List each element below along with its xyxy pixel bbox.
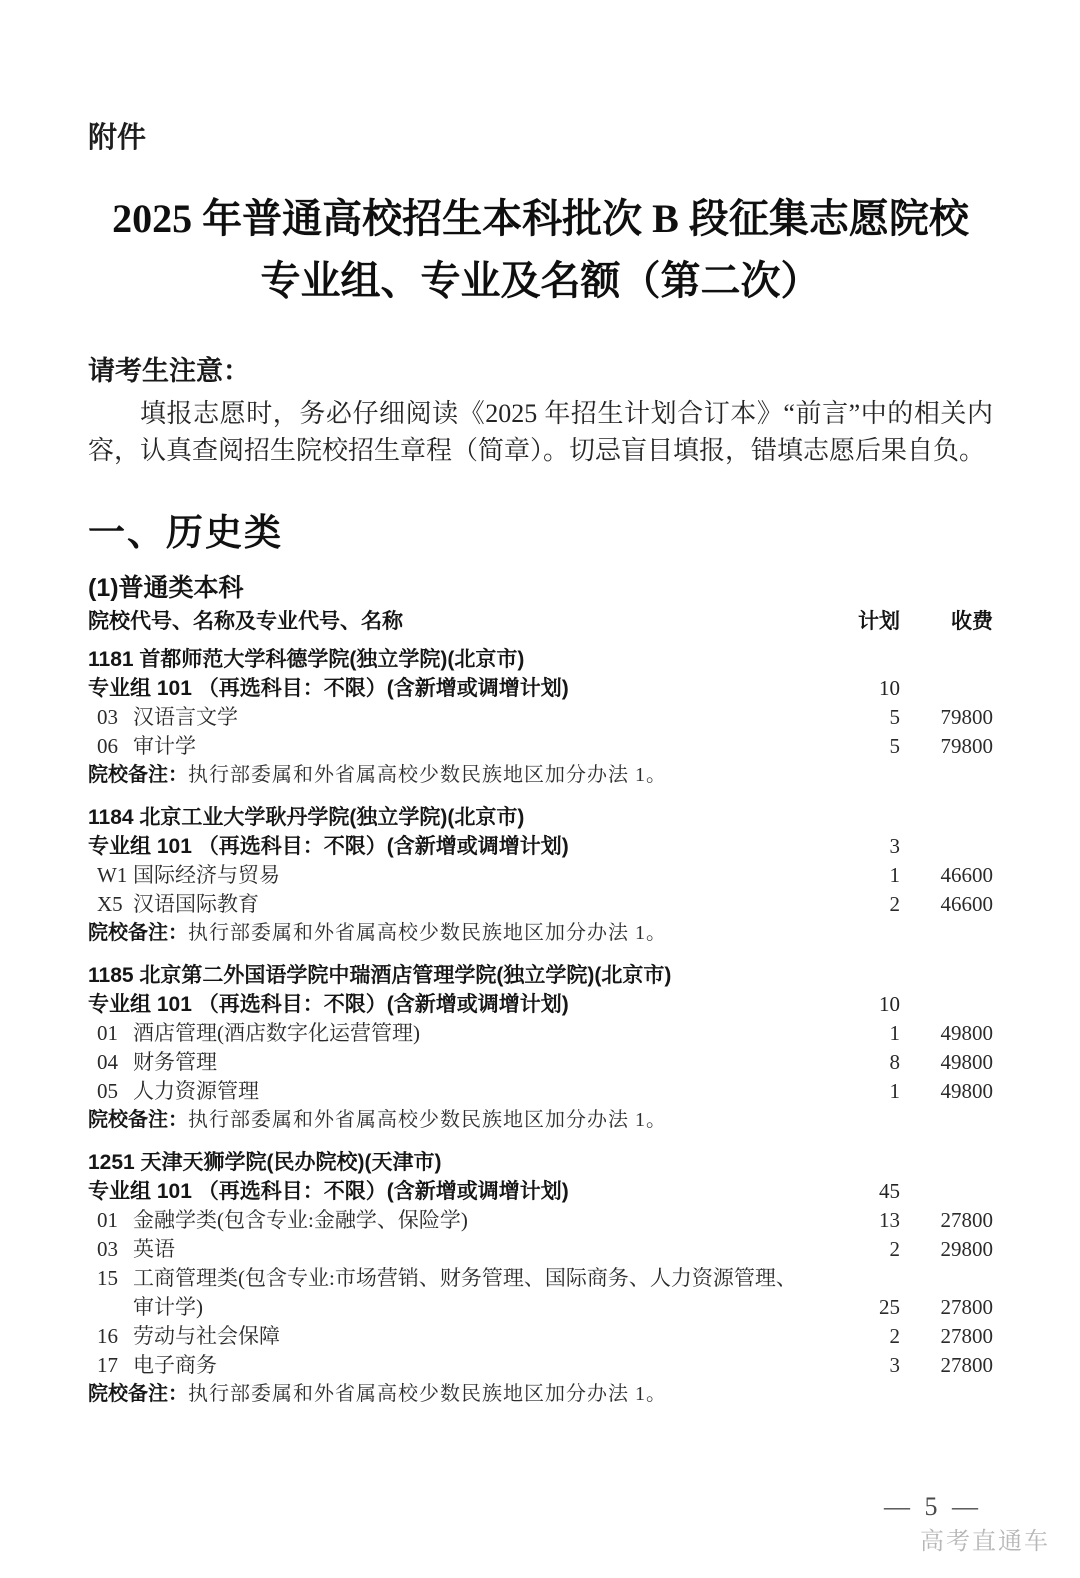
table-header-row <box>88 607 993 636</box>
major-row <box>88 861 993 890</box>
major-group-label: 专业组 101 （再选科目：不限）(含新增或调增计划) <box>88 677 569 700</box>
school-name-row <box>88 961 993 990</box>
major-plan: 1 <box>889 1021 900 1045</box>
major-row <box>88 1048 993 1077</box>
major-group-plan: 3 <box>889 834 900 858</box>
notice-heading: 请考生注意： <box>88 356 250 386</box>
major-name: 金融学类(包含专业:金融学、保险学) <box>133 1208 468 1232</box>
remark-text: 执行部委属和外省属高校少数民族地区加分办法 1。 <box>188 1383 667 1405</box>
major-fee: 46600 <box>940 892 993 916</box>
major-row <box>88 1235 993 1264</box>
major-group-row <box>88 674 993 703</box>
school-remark-row <box>88 919 993 948</box>
major-plan: 1 <box>889 1079 900 1103</box>
major-group-label: 专业组 101 （再选科目：不限）(含新增或调增计划) <box>88 1180 569 1203</box>
major-plan: 5 <box>889 705 900 729</box>
major-name: 财务管理 <box>133 1050 217 1074</box>
page-number: — 5 — <box>884 1492 982 1521</box>
school-name: 1185 北京第二外国语学院中瑞酒店管理学院(独立学院)(北京市) <box>88 964 672 987</box>
major-plan: 13 <box>879 1208 900 1232</box>
major-fee: 29800 <box>940 1237 993 1261</box>
school-name: 1181 首都师范大学科德学院(独立学院)(北京市) <box>88 648 525 671</box>
admission-listing <box>88 607 993 1409</box>
header-name-column: 院校代号、名称及专业代号、名称 <box>88 610 403 633</box>
school-block-1181 <box>88 645 993 790</box>
major-plan: 8 <box>889 1050 900 1074</box>
major-row <box>88 703 993 732</box>
major-code: 06 <box>97 734 118 758</box>
notice-body: 填报志愿时，务必仔细阅读《2025 年招生计划合订本》“前言”中的相关内容，认真查阅招生院校招生章程（简章）。切忌盲目填报，错填志愿后果自负。 <box>88 399 993 465</box>
major-fee: 49800 <box>940 1021 993 1045</box>
major-fee: 27800 <box>940 1353 993 1377</box>
major-name: 人力资源管理 <box>133 1079 259 1103</box>
major-fee: 79800 <box>940 734 993 758</box>
major-code: 15 <box>97 1266 118 1290</box>
major-name: 汉语国际教育 <box>133 892 259 916</box>
school-block-1184 <box>88 803 993 948</box>
school-remark-row <box>88 1380 993 1409</box>
subsection-title-general-undergrad: (1)普通类本科 <box>88 574 244 602</box>
major-code: 16 <box>97 1324 118 1348</box>
major-plan: 3 <box>889 1353 900 1377</box>
major-fee: 79800 <box>940 705 993 729</box>
document-title <box>88 188 993 312</box>
school-remark-row <box>88 1106 993 1135</box>
attachment-label: 附件 <box>88 122 147 154</box>
major-row <box>88 1351 993 1380</box>
remark-label: 院校备注： <box>88 1383 188 1405</box>
major-name: 工商管理类(包含专业:市场营销、财务管理、国际商务、人力资源管理、审计学) <box>133 1266 797 1319</box>
major-name: 国际经济与贸易 <box>133 863 280 887</box>
school-name-row <box>88 645 993 674</box>
major-fee: 27800 <box>940 1324 993 1348</box>
header-fee-column: 收费 <box>951 610 993 633</box>
major-row <box>88 1206 993 1235</box>
header-plan-column: 计划 <box>858 610 900 633</box>
major-code: 03 <box>97 1237 118 1261</box>
remark-label: 院校备注： <box>88 922 188 944</box>
school-name-row <box>88 1148 993 1177</box>
major-group-plan: 45 <box>879 1179 900 1203</box>
major-row <box>88 890 993 919</box>
major-code: 17 <box>97 1353 118 1377</box>
major-name: 酒店管理(酒店数字化运营管理) <box>133 1021 420 1045</box>
major-name: 汉语言文学 <box>133 705 238 729</box>
major-group-plan: 10 <box>879 992 900 1016</box>
school-block-1185 <box>88 961 993 1135</box>
remark-label: 院校备注： <box>88 1109 188 1131</box>
major-plan: 1 <box>889 863 900 887</box>
major-code: 04 <box>97 1050 118 1074</box>
major-row <box>88 1077 993 1106</box>
school-name: 1251 天津天狮学院(民办院校)(天津市) <box>88 1151 442 1174</box>
major-group-row <box>88 832 993 861</box>
school-remark-row <box>88 761 993 790</box>
major-plan: 2 <box>889 1324 900 1348</box>
school-block-1251 <box>88 1148 993 1409</box>
major-code: 01 <box>97 1021 118 1045</box>
major-group-label: 专业组 101 （再选科目：不限）(含新增或调增计划) <box>88 993 569 1016</box>
major-name: 劳动与社会保障 <box>133 1324 280 1348</box>
major-row <box>88 1264 993 1322</box>
major-fee: 27800 <box>940 1208 993 1232</box>
major-code: 01 <box>97 1208 118 1232</box>
major-row <box>88 1322 993 1351</box>
school-name-row <box>88 803 993 832</box>
major-name: 审计学 <box>133 734 196 758</box>
major-plan: 2 <box>889 1237 900 1261</box>
major-name: 电子商务 <box>133 1353 217 1377</box>
major-name: 英语 <box>133 1237 175 1261</box>
major-row <box>88 1019 993 1048</box>
major-plan: 25 <box>879 1295 900 1319</box>
major-row <box>88 732 993 761</box>
major-code: W1 <box>97 863 128 887</box>
major-plan: 5 <box>889 734 900 758</box>
major-fee: 49800 <box>940 1079 993 1103</box>
document-title-line2: 专业组、专业及名额（第二次） <box>260 258 821 303</box>
major-group-row <box>88 1177 993 1206</box>
major-fee: 49800 <box>940 1050 993 1074</box>
section-title-history: 一、历史类 <box>88 512 283 553</box>
remark-text: 执行部委属和外省属高校少数民族地区加分办法 1。 <box>188 1109 667 1131</box>
watermark-label: 高考直通车 <box>920 1528 1050 1555</box>
remark-label: 院校备注： <box>88 764 188 786</box>
document-title-line1: 2025 年普通高校招生本科批次 B 段征集志愿院校 <box>112 196 969 241</box>
major-group-plan: 10 <box>879 676 900 700</box>
major-code: X5 <box>97 892 123 916</box>
major-fee: 46600 <box>940 863 993 887</box>
major-code: 05 <box>97 1079 118 1103</box>
major-group-row <box>88 990 993 1019</box>
major-plan: 2 <box>889 892 900 916</box>
remark-text: 执行部委属和外省属高校少数民族地区加分办法 1。 <box>188 922 667 944</box>
remark-text: 执行部委属和外省属高校少数民族地区加分办法 1。 <box>188 764 667 786</box>
school-name: 1184 北京工业大学耿丹学院(独立学院)(北京市) <box>88 806 525 829</box>
major-code: 03 <box>97 705 118 729</box>
major-group-label: 专业组 101 （再选科目：不限）(含新增或调增计划) <box>88 835 569 858</box>
major-fee: 27800 <box>940 1295 993 1319</box>
